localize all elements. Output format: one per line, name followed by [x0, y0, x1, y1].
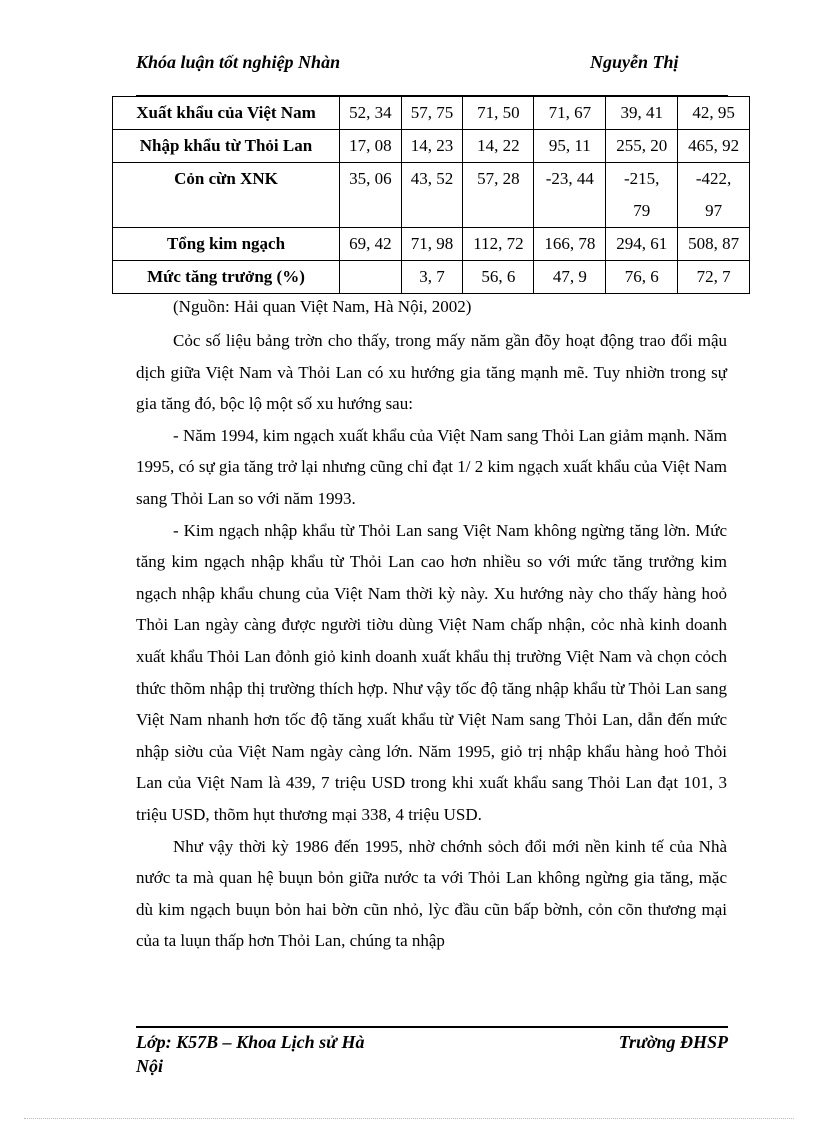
cell-line: 79	[633, 201, 651, 220]
table-cell: 69, 42	[340, 228, 402, 261]
row-label: Xuất khẩu của Việt Nam	[113, 97, 340, 130]
table-row	[113, 97, 750, 130]
table-row	[113, 261, 750, 294]
row-label: Nhập khẩu từ Thỏi Lan	[113, 130, 340, 163]
table-cell: 71, 67	[534, 97, 606, 130]
table-cell: 47, 9	[534, 261, 606, 294]
cell-line: -422,	[695, 169, 732, 188]
table-cell: 3, 7	[401, 261, 463, 294]
header-author: Nguyễn Thị	[590, 52, 679, 72]
page-footer	[136, 1026, 728, 1076]
table-cell: 95, 11	[534, 130, 606, 163]
table-cell	[340, 163, 402, 228]
table-cell: 465, 92	[678, 130, 750, 163]
table-cell	[401, 163, 463, 228]
table-cell	[340, 261, 402, 294]
cell-line: 43, 52	[410, 169, 454, 188]
table-source-note: (Nguồn: Hải quan Việt Nam, Hà Nội, 2002)	[173, 297, 472, 316]
table-row	[113, 228, 750, 261]
table-cell: 52, 34	[340, 97, 402, 130]
table-cell: 76, 6	[606, 261, 678, 294]
cell-line: 57, 28	[477, 169, 520, 188]
table-cell: 57, 75	[401, 97, 463, 130]
footer-school: Trường ĐHSP	[618, 1032, 728, 1052]
table-cell: 508, 87	[678, 228, 750, 261]
row-label: Tổng kim ngạch	[113, 228, 340, 261]
table-cell: 294, 61	[606, 228, 678, 261]
cell-line: 35, 06	[349, 169, 392, 188]
paragraph: - Năm 1994, kim ngạch xuất khẩu của Việt Nam sang Thỏi Lan giảm mạnh. Năm 1995, có sự gia tăng trở lại nhưng cũng chỉ đạt 1/ 2 kim ngạch xuất khẩu của Việt Nam sang Thỏi Lan so với năm 1993.	[136, 425, 727, 508]
row-label: Mức tăng trưởng (%)	[113, 261, 340, 294]
table-cell: 71, 98	[401, 228, 463, 261]
table-cell: 166, 78	[534, 228, 606, 261]
table-cell: 17, 08	[340, 130, 402, 163]
table-cell	[678, 163, 750, 228]
page-bottom-border	[24, 1118, 794, 1119]
cell-line: 97	[705, 201, 723, 220]
table-cell	[606, 163, 678, 228]
page-header	[136, 50, 728, 96]
table-cell: 72, 7	[678, 261, 750, 294]
table-cell: 112, 72	[463, 228, 534, 261]
table-cell: 71, 50	[463, 97, 534, 130]
cell-line: -23, 44	[545, 169, 594, 188]
table-cell: 255, 20	[606, 130, 678, 163]
cell-line: -215,	[623, 169, 660, 188]
table-cell: 14, 22	[463, 130, 534, 163]
footer-class-info: Lớp: K57B – Khoa Lịch sử Hà Nội	[136, 1032, 365, 1076]
table-cell: 39, 41	[606, 97, 678, 130]
table-row	[113, 163, 750, 228]
body-text	[136, 325, 727, 957]
table-cell	[463, 163, 534, 228]
row-label: Cỏn cừn XNK	[113, 163, 340, 228]
table-cell: 56, 6	[463, 261, 534, 294]
trade-table	[112, 96, 750, 294]
footer-rule	[136, 1026, 728, 1028]
table-row	[113, 130, 750, 163]
table-cell	[534, 163, 606, 228]
paragraph: - Kim ngạch nhập khẩu từ Thỏi Lan sang Việt Nam không ngừng tăng lờn. Mức tăng kim ngạch nhập khẩu từ Thỏi Lan cao hơn nhiều so với mức tăng trưởng kim ngạch nhập khẩu chung của Việt Nam thời kỳ này. Xu hướng này cho thấy hàng hoỏ Thỏi Lan ngày càng được người tiờu dùng Việt Nam chấp nhận, cỏc nhà kinh doanh xuất khẩu Thỏi Lan đỏnh giỏ kinh doanh xuất khẩu thị trường Việt Nam và chọn cỏch thức thõm nhập thị trường thích hợp. Như vậy tốc độ tăng nhập khẩu từ Thỏi Lan sang Việt Nam nhanh hơn tốc độ tăng xuất khẩu từ Việt Nam sang Thỏi Lan, dẫn đến mức nhập siờu của Việt Nam ngày càng lớn. Năm 1995, giỏ trị nhập khẩu hàng hoỏ Thỏi Lan của Việt Nam là 439, 7 triệu USD trong khi xuất khẩu sang Thỏi Lan đạt 101, 3 triệu USD, thõm hụt thương mại 338, 4 triệu USD.	[136, 520, 727, 824]
header-thesis-title: Khóa luận tốt nghiệp Nhàn	[136, 52, 341, 72]
table-cell: 14, 23	[401, 130, 463, 163]
table-cell: 42, 95	[678, 97, 750, 130]
paragraph: Như vậy thời kỳ 1986 đến 1995, nhờ chớnh sỏch đổi mới nền kinh tế của Nhà nước ta mà quan hệ buụn bỏn giữa nước ta với Thỏi Lan không ngừng gia tăng, mặc dù kim ngạch buụn bỏn hai bờn cũn nhỏ, lỳc đầu cũn bấp bờnh, cỏn cõn thương mại của ta luụn thấp hơn Thỏi Lan, chúng ta nhập	[136, 836, 727, 951]
paragraph: Cỏc số liệu bảng trờn cho thấy, trong mấy năm gần đõy hoạt động trao đổi mậu dịch giữa Việt Nam và Thỏi Lan có xu hướng gia tăng mạnh mẽ. Tuy nhiờn trong sự gia tăng đó, bộc lộ một số xu hướng sau:	[136, 331, 727, 414]
